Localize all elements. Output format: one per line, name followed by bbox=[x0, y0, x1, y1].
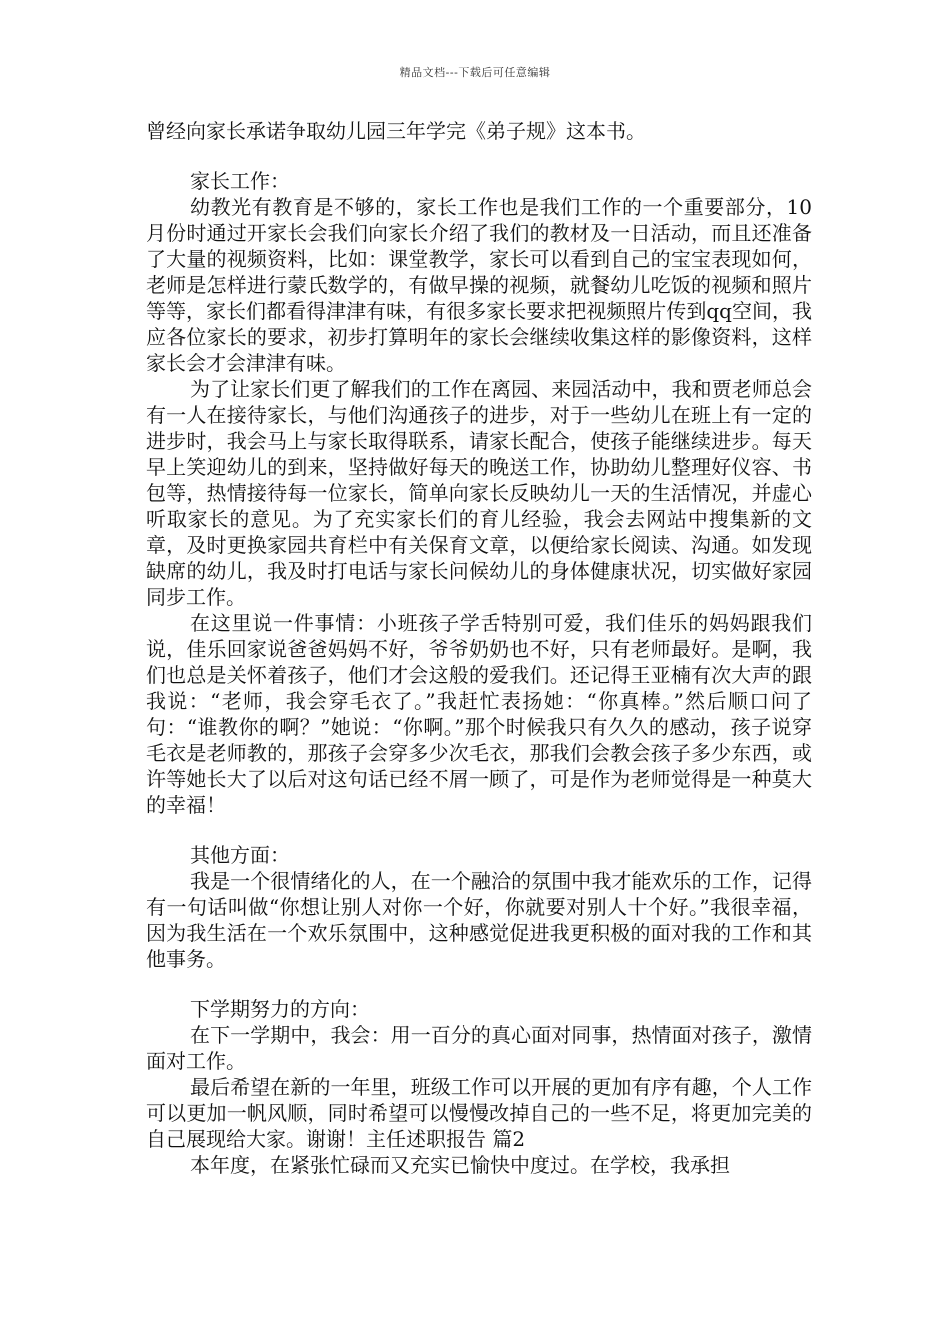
paragraph: 我是一个很情绪化的人，在一个融洽的氛围中我才能欢乐的工作，记得有一句话叫做“你想让别人对你一个好，你就要对别人十个好。”我很幸福，因为我生活在一个欢乐氛围中，这种感觉促进我更积极的面对我的工作和其他事务。 bbox=[146, 869, 812, 971]
paragraph: 幼教光有教育是不够的，家长工作也是我们工作的一个重要部分，10月份时通过开家长会我们向家长介绍了我们的教材及一日活动，而且还准备了大量的视频资料，比如：课堂教学，家长可以看到自己的宝宝表现如何，老师是怎样进行蒙氏数学的，有做早操的视频，就餐幼儿吃饭的视频和照片等等，家长们都看得津津有味，有很多家长要求把视频照片传到qq空间，我应各位家长的要求，初步打算明年的家长会继续收集这样的影像资料，这样家长会才会津津有味。 bbox=[146, 195, 812, 375]
section-heading-next-term: 下学期努力的方向： bbox=[190, 997, 370, 1021]
paragraph: 本年度，在紧张忙碌而又充实已愉快中度过。在学校，我承担 bbox=[190, 1153, 730, 1177]
intro-line: 曾经向家长承诺争取幼儿园三年学完《弟子规》这本书。 bbox=[146, 119, 646, 143]
paragraph: 在这里说一件事情：小班孩子学舌特别可爱，我们佳乐的妈妈跟我们说，佳乐回家说爸爸妈妈不好，爷爷奶奶也不好，只有老师最好。是啊，我们也总是关怀着孩子，他们才会这般的爱我们。还记得王亚楠有次大声的跟我说：“老师，我会穿毛衣了。”我赶忙表扬她：“你真棒。”然后顺口问了句：“谁教你的啊？”她说：“你啊。”那个时候我只有久久的感动，孩子说穿毛衣是老师教的，那孩子会穿多少次毛衣，那我们会教会孩子多少东西，或许等她长大了以后对这句话已经不屑一顾了，可是作为老师觉得是一种莫大的幸福！ bbox=[146, 611, 812, 817]
section-heading-parent-work: 家长工作： bbox=[190, 169, 290, 193]
paragraph-gap bbox=[146, 972, 812, 996]
section-heading-other: 其他方面： bbox=[190, 843, 290, 867]
page-header: 精品文档---下载后可任意编辑 bbox=[399, 66, 551, 79]
paragraph-gap bbox=[146, 818, 812, 842]
document-body bbox=[146, 118, 812, 1178]
paragraph: 在下一学期中，我会：用一百分的真心面对同事，热情面对孩子，激情面对工作。 bbox=[146, 1023, 812, 1073]
paragraph: 最后希望在新的一年里，班级工作可以开展的更加有序有趣，个人工作可以更加一帆风顺，同时希望可以慢慢改掉自己的一些不足，将更加完美的自己展现给大家。谢谢！主任述职报告 篇2 bbox=[146, 1075, 812, 1151]
paragraph: 为了让家长们更了解我们的工作在离园、来园活动中，我和贾老师总会有一人在接待家长，与他们沟通孩子的进步，对于一些幼儿在班上有一定的进步时，我会马上与家长取得联系，请家长配合，使孩子能继续进步。每天早上笑迎幼儿的到来，坚持做好每天的晚送工作，协助幼儿整理好仪容、书包等，热情接待每一位家长，简单向家长反映幼儿一天的生活情况，并虚心听取家长的意见。为了充实家长们的育儿经验，我会去网站中搜集新的文章，及时更换家园共育栏中有关保育文章，以便给家长阅读、沟通。如发现缺席的幼儿，我及时打电话与家长问候幼儿的身体健康状况，切实做好家园同步工作。 bbox=[146, 377, 812, 609]
paragraph-gap bbox=[146, 144, 812, 168]
